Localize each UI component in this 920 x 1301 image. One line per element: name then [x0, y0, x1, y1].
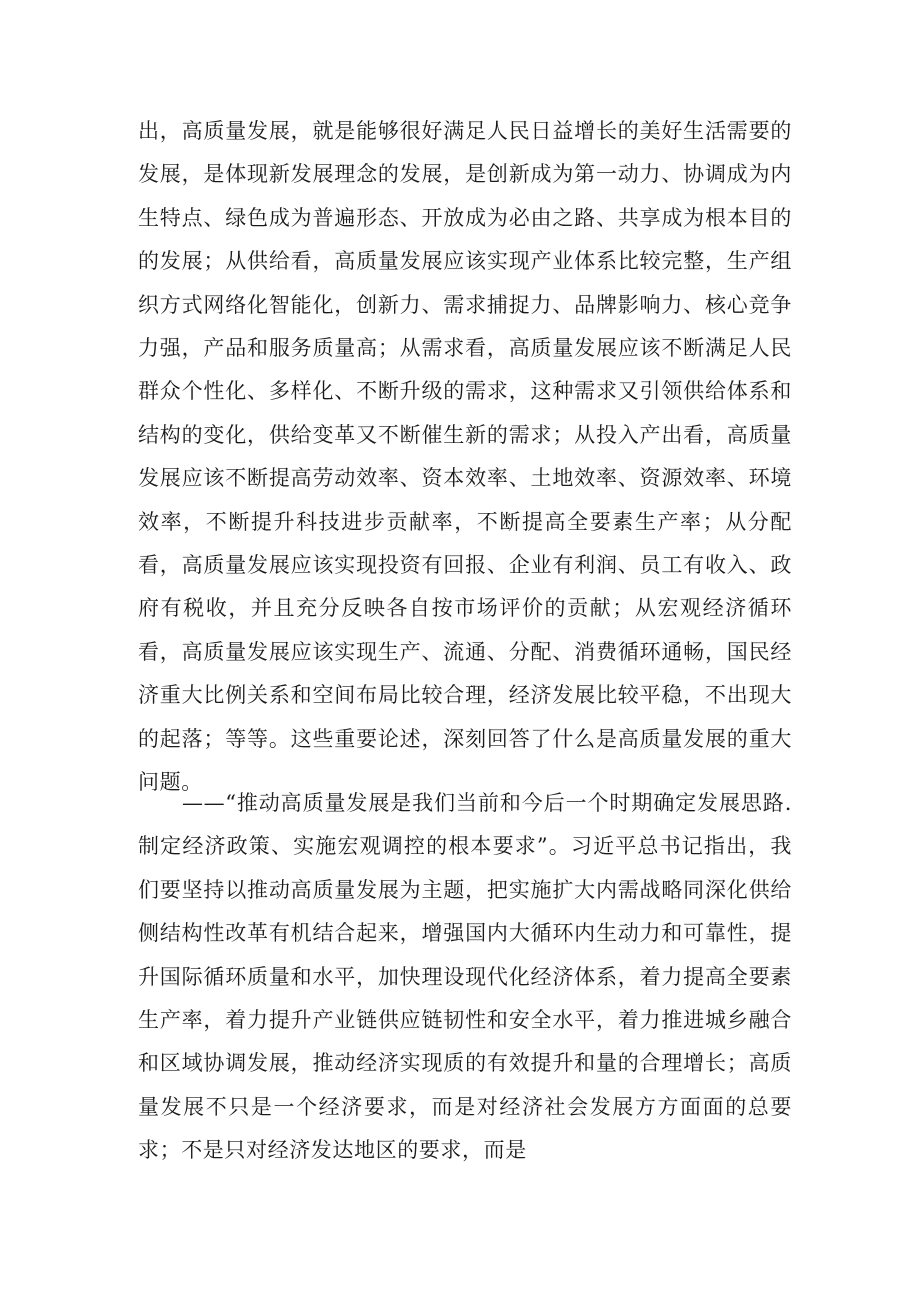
- paragraph-2: ——“推动高质量发展是我们当前和今后一个时期确定发展思路.制定经济政策、实施宏观调控的根本要求”。习近平总书记指出，我们要坚持以推动高质量发展为主题，把实施扩大内需战略同深化供给侧结构性改革有机结合起来，增强国内大循环内生动力和可靠性，提升国际循环质量和水平，加快理设现代化经济体系，着力提高全要素生产率，着力提升产业链供应链韧性和安全水平，着力推进城乡融合和区域协调发展，推动经济实现质的有效提升和量的合理增长；高质量发展不只是一个经济要求，而是对经济社会发展方方面面的总要求；不是只对经济发达地区的要求，而是: [138, 791, 792, 1163]
- paragraph-1: 出，高质量发展，就是能够很好满足人民日益增长的美好生活需要的发展，是体现新发展理念的发展，是创新成为第一动力、协调成为内生特点、绿色成为普遍形态、开放成为必由之路、共享成为根本目的的发展；从供给看，高质量发展应该实现产业体系比较完整，生产组织方式网络化智能化，创新力、需求捕捉力、品牌影响力、核心竞争力强，产品和服务质量高；从需求看，高质量发展应该不断满足人民群众个性化、多样化、不断升级的需求，这种需求又引领供给体系和结构的变化，供给变革又不断催生新的需求；从投入产出看，高质量发展应该不断提高劳动效率、资本效率、土地效率、资源效率、环境效率，不断提升科技进步贡献率，不断提高全要素生产率；从分配看，高质量发展应该实现投资有回报、企业有利润、员工有收入、政府有税收，并且充分反映各自按市场评价的贡献；从宏观经济循环看，高质量发展应该实现生产、流通、分配、消费循环通畅，国民经济重大比例关系和空间布局比较合理，经济发展比较平稳，不出现大的起落；等等。这些重要论述，深刻回答了什么是高质量发展的重大问题。: [138, 119, 792, 795]
